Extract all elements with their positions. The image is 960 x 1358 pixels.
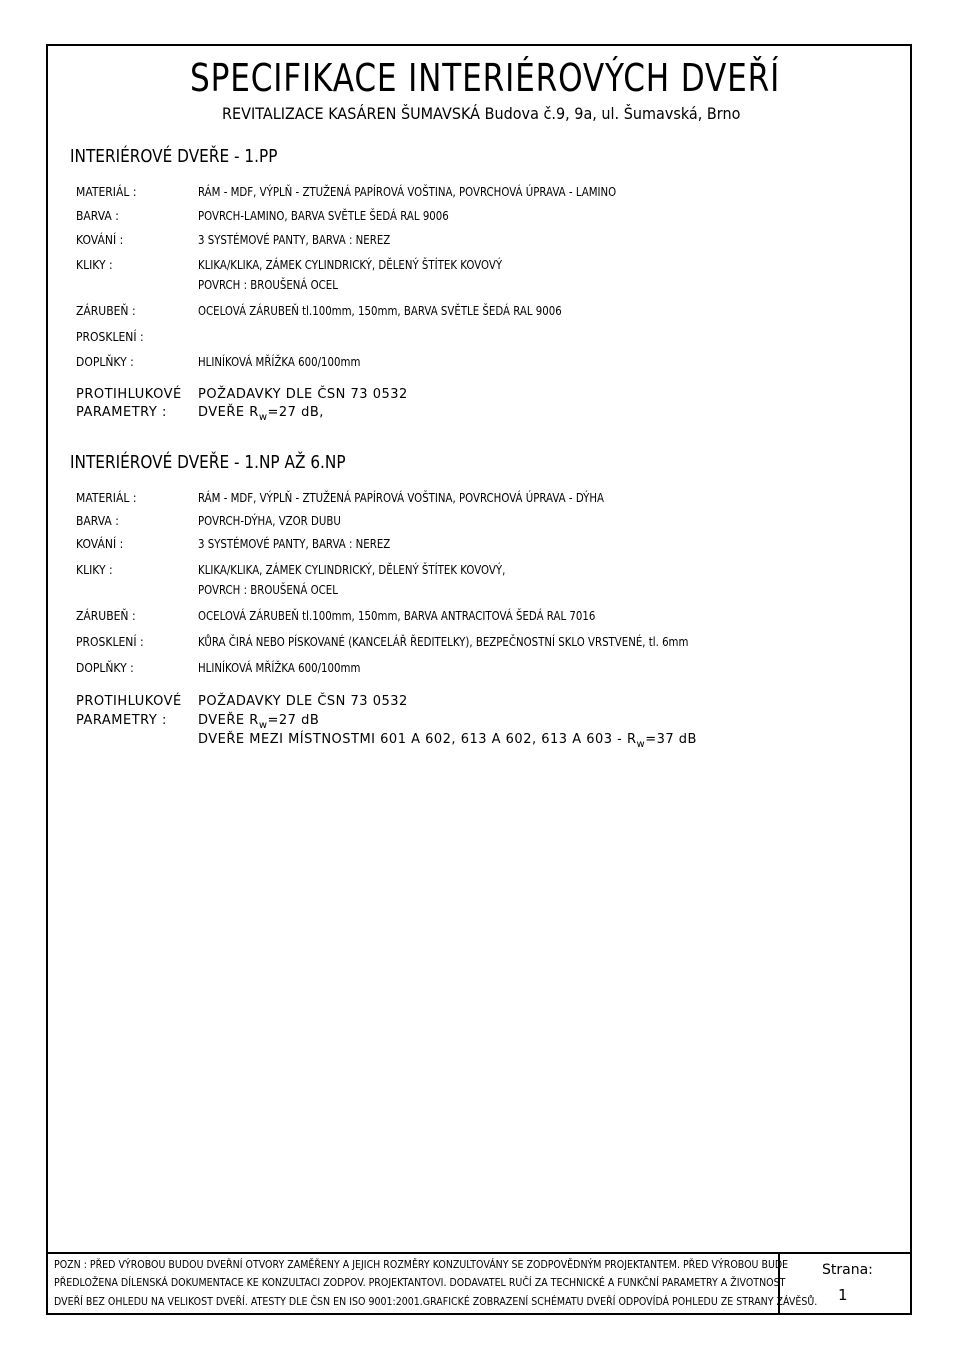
section2-heading: INTERIÉROVÉ DVEŘE - 1.NP AŽ 6.NP (70, 452, 346, 473)
s1-barva-value: POVRCH-LAMINO, BARVA SVĚTLE ŠEDÁ RAL 9006 (198, 209, 449, 223)
s2-param-line1: POŽADAVKY DLE ČSN 73 0532 (198, 694, 408, 709)
s2-doplnky-label: DOPLŇKY : (76, 661, 134, 675)
s1-material-label: MATERIÁL : (76, 185, 137, 199)
s1-param-label1: PROTIHLUKOVÉ (76, 387, 182, 402)
s2-barva-value: POVRCH-DÝHA, VZOR DUBU (198, 514, 341, 528)
s2-prosklen-label: PROSKLENÍ : (76, 635, 144, 649)
drawing-frame (46, 44, 912, 1315)
footer-note-line1: POZN : PŘED VÝROBOU BUDOU DVEŘNÍ OTVORY ZAMĚŘENY A JEJICH ROZMĚRY KONZULTOVÁNY SE ZODPOVĚDNÝM PROJEKTANTEM. PŘED VÝROBOU BUDE (54, 1258, 789, 1271)
s1-kliky-label: KLIKY : (76, 258, 113, 272)
footer-note-line2: PŘEDLOŽENA DÍLENSKÁ DOKUMENTACE KE KONZULTACI ZODPOV. PROJEKTANTOVI. DODAVATEL RUČÍ ZA TECHNICKÉ A FUNKČNÍ PARAMETRY A ŽIVOTNOST (54, 1276, 786, 1289)
s2-zarubne-value: OCELOVÁ ZÁRUBEŇ tl.100mm, 150mm, BARVA ANTRACITOVÁ ŠEDÁ RAL 7016 (198, 609, 596, 623)
s1-kovani-value: 3 SYSTÉMOVÉ PANTY, BARVA : NEREZ (198, 233, 391, 247)
s2-prosklen-value: KŮRA ČIRÁ NEBO PÍSKOVANÉ (KANCELÁŘ ŘEDITELKY), BEZPEČNOSTNÍ SKLO VRSTVENÉ, tl. 6mm (198, 635, 689, 649)
footer-note-line3: DVEŘÍ BEZ OHLEDU NA VELIKOST DVEŘÍ. ATESTY DLE ČSN EN ISO 9001:2001.GRAFICKÉ ZOBRAZENÍ SCHÉMATU DVEŘÍ ODPOVÍDÁ POHLEDU ZE STRANY ZÁVĚSŮ. (54, 1295, 818, 1308)
s1-param-line2: DVEŘE $R_w=27$ dB, (198, 405, 324, 423)
s2-kovani-value: 3 SYSTÉMOVÉ PANTY, BARVA : NEREZ (198, 537, 391, 551)
s2-param-label1: PROTIHLUKOVÉ (76, 694, 182, 709)
page-label: Strana: (822, 1262, 873, 1278)
s1-material-value: RÁM - MDF, VÝPLŇ - ZTUŽENÁ PAPÍROVÁ VOŠTINA, POVRCHOVÁ ÚPRAVA - LAMINO (198, 185, 617, 199)
s1-param-label2: PARAMETRY : (76, 405, 167, 420)
section1-heading: INTERIÉROVÉ DVEŘE - 1.PP (70, 146, 278, 167)
s2-param-line3: DVEŘE MEZI MÍSTNOSTMI 601 A 602, 613 A 602, 613 A $603 - R_w=37$ dB (198, 732, 697, 750)
page-number: 1 (838, 1286, 848, 1304)
s2-barva-label: BARVA : (76, 514, 119, 528)
s1-doplnky-label: DOPLŇKY : (76, 355, 134, 369)
s2-zarubne-label: ZÁRUBEŇ : (76, 609, 136, 623)
s2-doplnky-value: HLINÍKOVÁ MŘÍŽKA 600/100mm (198, 661, 361, 675)
page-title: SPECIFIKACE INTERIÉROVÝCH DVEŘÍ (190, 56, 781, 100)
s2-kovani-label: KOVÁNÍ : (76, 537, 124, 551)
s1-kovani-label: KOVÁNÍ : (76, 233, 124, 247)
s2-param-line2: DVEŘE $R_w=27$ dB (198, 713, 320, 731)
s1-barva-label: BARVA : (76, 209, 119, 223)
s1-kliky-value2: POVRCH : BROUŠENÁ OCEL (198, 278, 338, 292)
s2-material-label: MATERIÁL : (76, 491, 137, 505)
s1-param-line1: POŽADAVKY DLE ČSN 73 0532 (198, 387, 408, 402)
s1-prosklen-label: PROSKLENÍ : (76, 330, 144, 344)
page-subtitle: REVITALIZACE KASÁREN ŠUMAVSKÁ Budova č.9, 9a, ul. Šumavská, Brno (222, 104, 741, 123)
s1-zarubne-value: OCELOVÁ ZÁRUBEŇ tl.100mm, 150mm, BARVA SVĚTLE ŠEDÁ RAL 9006 (198, 304, 562, 318)
s2-param-label2: PARAMETRY : (76, 713, 167, 728)
s1-zarubne-label: ZÁRUBEŇ : (76, 304, 136, 318)
s1-doplnky-value: HLINÍKOVÁ MŘÍŽKA 600/100mm (198, 355, 361, 369)
s2-material-value: RÁM - MDF, VÝPLŇ - ZTUŽENÁ PAPÍROVÁ VOŠTINA, POVRCHOVÁ ÚPRAVA - DÝHA (198, 491, 605, 505)
s2-kliky-value: KLIKA/KLIKA, ZÁMEK CYLINDRICKÝ, DĚLENÝ ŠTÍTEK KOVOVÝ, (198, 563, 506, 577)
s2-kliky-value2: POVRCH : BROUŠENÁ OCEL (198, 583, 338, 597)
s2-kliky-label: KLIKY : (76, 563, 113, 577)
s1-kliky-value: KLIKA/KLIKA, ZÁMEK CYLINDRICKÝ, DĚLENÝ ŠTÍTEK KOVOVÝ (198, 258, 503, 272)
